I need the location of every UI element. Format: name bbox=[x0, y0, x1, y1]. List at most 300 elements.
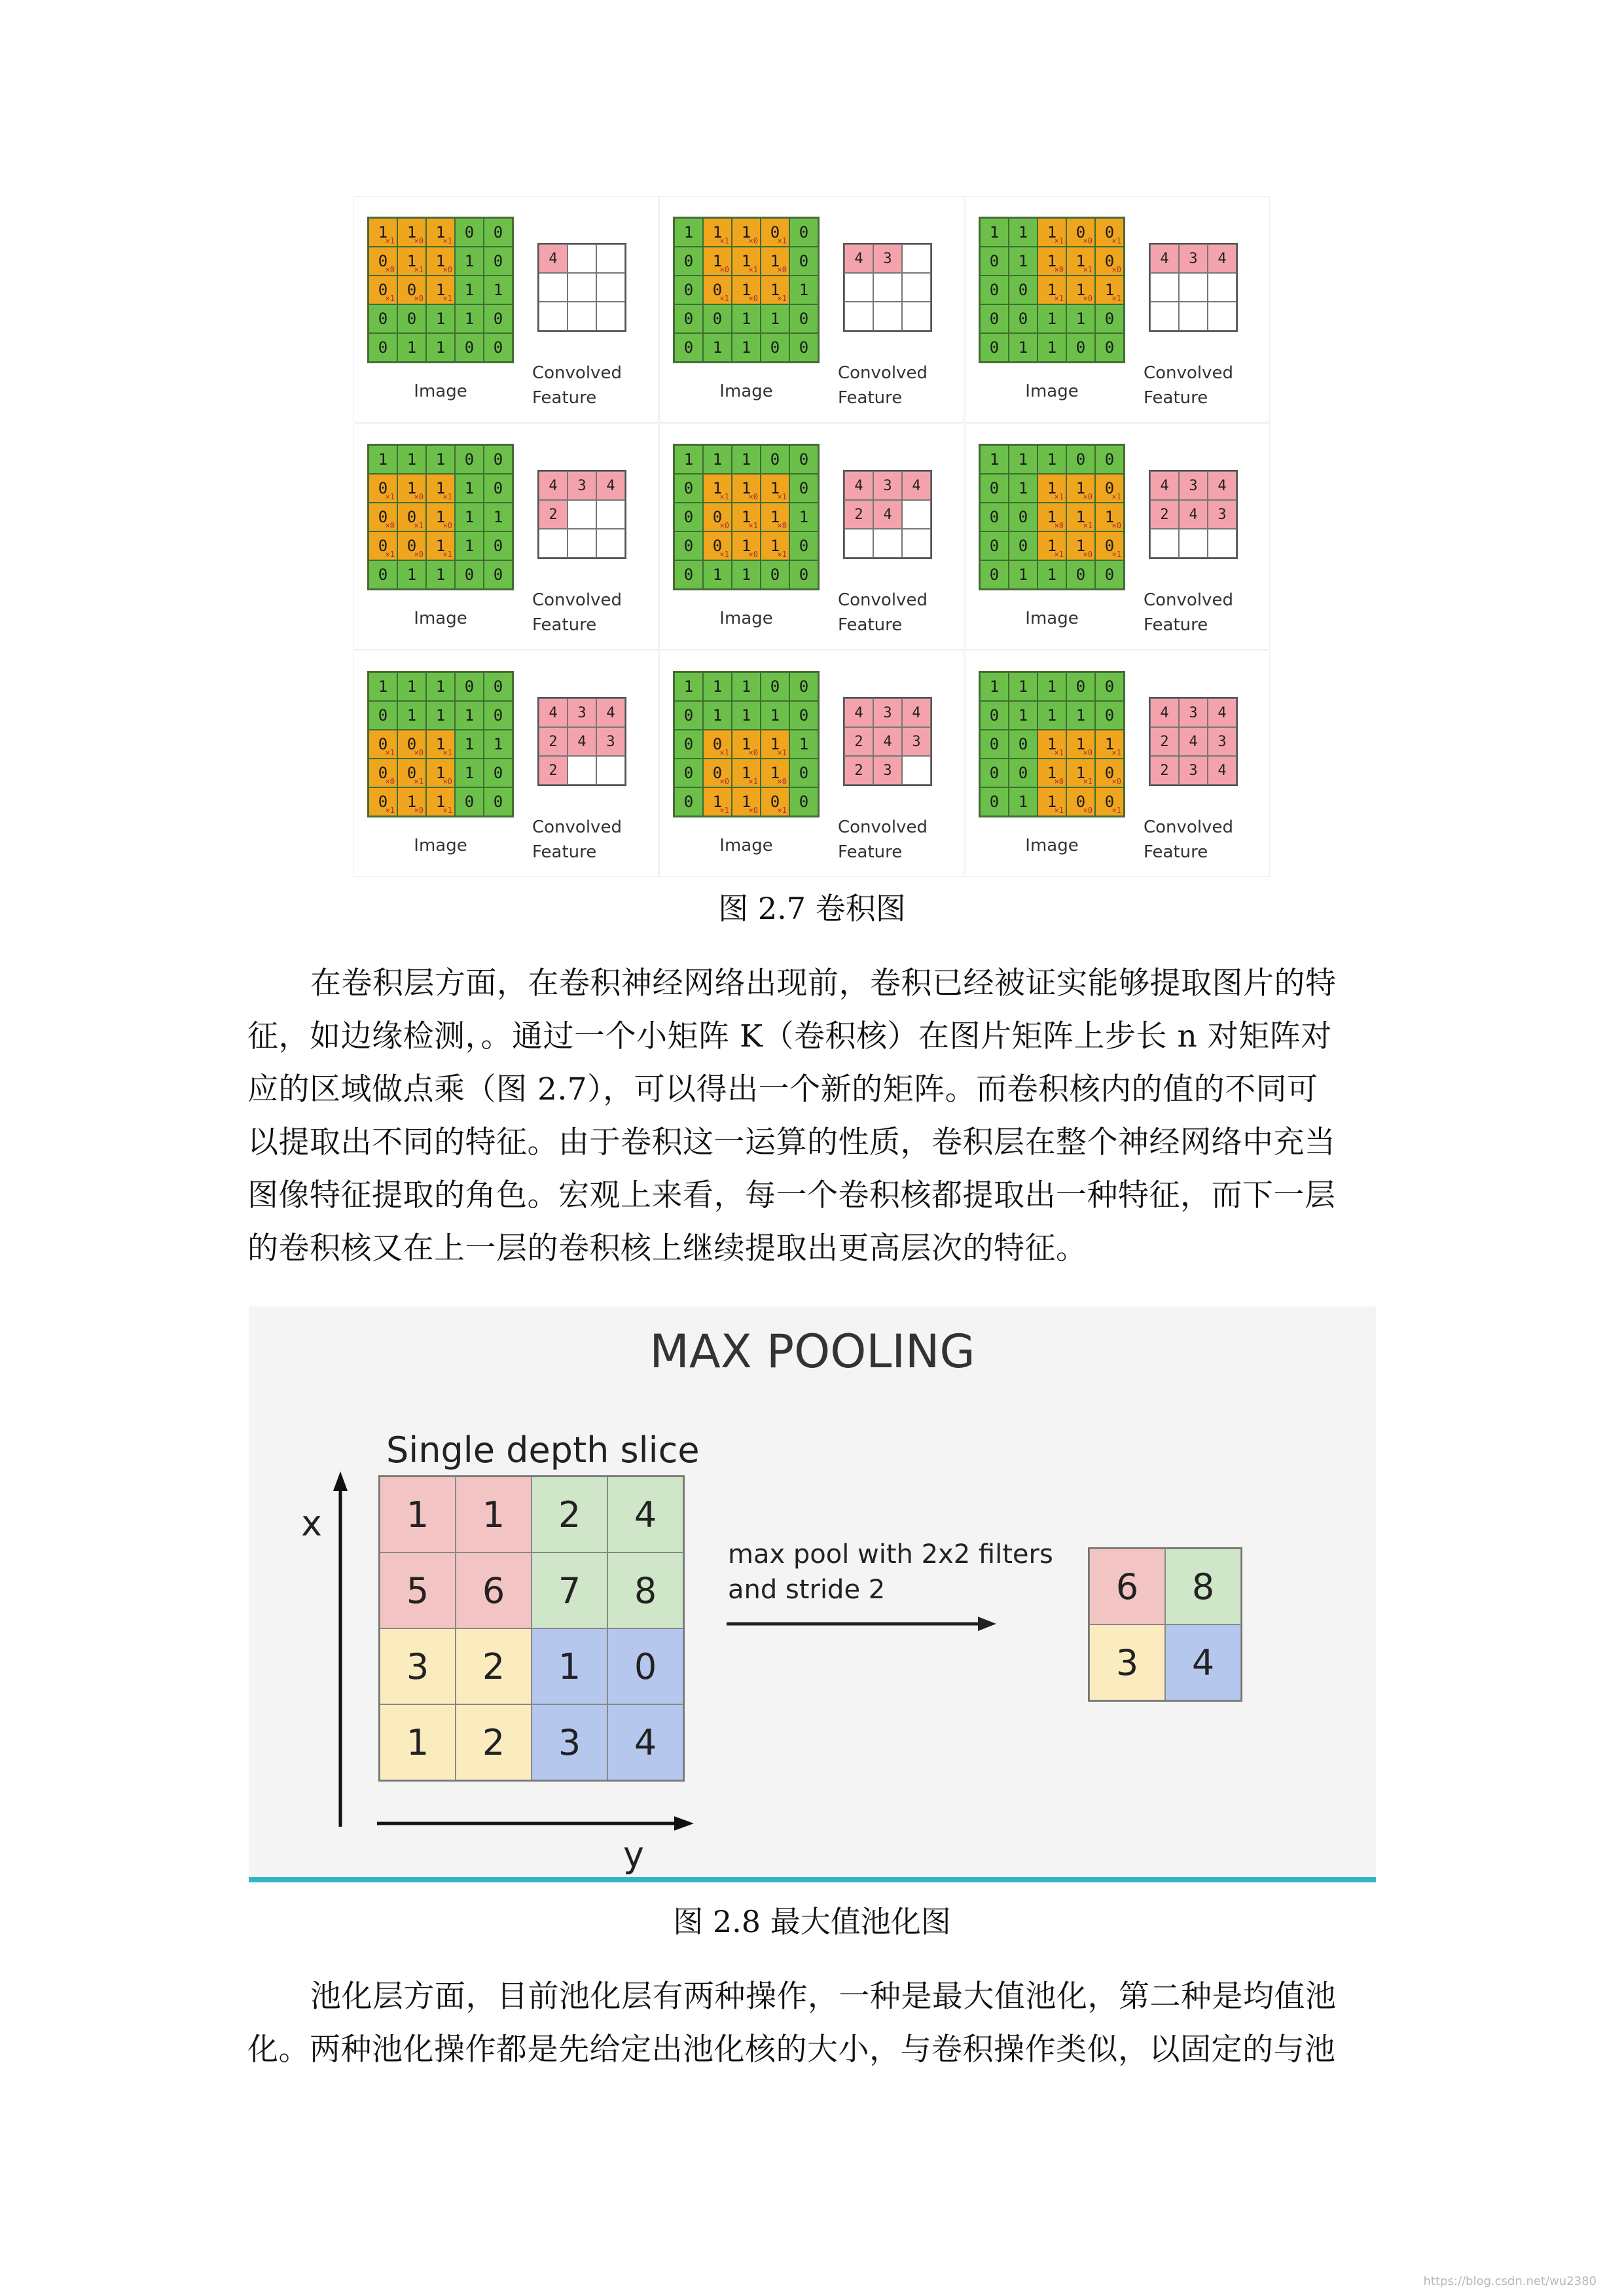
kernel-weight: ×0 bbox=[442, 521, 452, 530]
kernel-weight: ×0 bbox=[748, 492, 758, 501]
image-cell bbox=[397, 304, 426, 333]
kernel-weight: ×0 bbox=[385, 521, 395, 530]
image-cell-value: 0 bbox=[1075, 565, 1086, 584]
image-cell-value: 1 bbox=[406, 338, 417, 357]
max-pooling-figure bbox=[249, 1306, 1376, 1882]
image-cell-value: 0 bbox=[989, 310, 1000, 328]
image-cell-value: 0 bbox=[799, 764, 809, 782]
image-cell-value: 1 bbox=[741, 764, 751, 782]
convolved-feature-matrix bbox=[843, 243, 932, 332]
image-cell bbox=[703, 672, 732, 701]
image-cell-value: 0 bbox=[1104, 793, 1115, 811]
feature-cell bbox=[539, 529, 568, 558]
image-cell bbox=[732, 672, 761, 701]
image-cell bbox=[455, 701, 484, 730]
feature-cell: 2 bbox=[844, 500, 873, 529]
image-cell bbox=[484, 247, 513, 276]
image-cell-value: 1 bbox=[770, 508, 780, 526]
convolution-step-panel bbox=[353, 196, 659, 423]
feature-cell: 3 bbox=[873, 471, 902, 500]
image-cell bbox=[703, 503, 732, 531]
image-cell bbox=[369, 304, 397, 333]
image-cell bbox=[761, 503, 789, 531]
image-label: Image bbox=[719, 609, 773, 628]
feature-cell bbox=[568, 302, 596, 331]
image-cell-value: 0 bbox=[770, 450, 780, 469]
image-matrix bbox=[367, 444, 514, 590]
convolved-feature-label bbox=[1144, 815, 1248, 865]
image-cell bbox=[369, 560, 397, 589]
image-cell-value: 1 bbox=[741, 450, 751, 469]
image-cell-value: 0 bbox=[683, 537, 694, 555]
feature-cell bbox=[568, 500, 596, 529]
image-cell bbox=[1066, 503, 1095, 531]
image-cell bbox=[703, 247, 732, 276]
image-label: Image bbox=[414, 609, 467, 628]
input-cell: 1 bbox=[380, 1477, 456, 1552]
image-cell-value: 0 bbox=[493, 450, 503, 469]
input-cell: 2 bbox=[532, 1477, 607, 1552]
kernel-weight: ×0 bbox=[748, 806, 758, 815]
feature-label-line: Feature bbox=[1144, 388, 1208, 408]
right-arrow-icon bbox=[727, 1614, 1001, 1634]
image-cell-value: 0 bbox=[799, 706, 809, 725]
convolved-feature-matrix bbox=[537, 243, 626, 332]
image-cell-value: 0 bbox=[1075, 677, 1086, 696]
image-cell bbox=[426, 730, 455, 759]
image-cell-value: 1 bbox=[493, 508, 503, 526]
image-cell bbox=[455, 474, 484, 503]
convolved-feature-label bbox=[838, 588, 943, 637]
input-cell: 6 bbox=[456, 1552, 532, 1628]
input-cell: 3 bbox=[532, 1704, 607, 1780]
image-cell-value: 1 bbox=[1075, 764, 1086, 782]
feature-cell bbox=[1179, 302, 1208, 331]
kernel-weight: ×0 bbox=[748, 550, 758, 559]
feature-cell: 3 bbox=[873, 244, 902, 273]
image-cell-value: 0 bbox=[378, 338, 388, 357]
image-cell bbox=[455, 218, 484, 247]
convolved-feature-matrix bbox=[843, 697, 932, 786]
image-cell-value: 1 bbox=[406, 479, 417, 497]
image-cell bbox=[761, 531, 789, 560]
image-cell bbox=[732, 304, 761, 333]
feature-cell: 3 bbox=[1208, 500, 1236, 529]
kernel-weight: ×1 bbox=[777, 294, 787, 303]
image-cell bbox=[484, 787, 513, 816]
image-cell-value: 0 bbox=[683, 706, 694, 725]
image-cell-value: 0 bbox=[464, 677, 475, 696]
image-cell bbox=[980, 333, 1009, 362]
image-cell bbox=[761, 445, 789, 474]
image-label: Image bbox=[1025, 382, 1079, 401]
image-cell bbox=[703, 218, 732, 247]
image-cell bbox=[703, 759, 732, 787]
image-cell-value: 1 bbox=[712, 565, 723, 584]
image-cell bbox=[455, 503, 484, 531]
image-cell-value: 0 bbox=[799, 793, 809, 811]
image-cell bbox=[703, 701, 732, 730]
image-cell bbox=[455, 276, 484, 304]
image-cell bbox=[1066, 474, 1095, 503]
image-cell bbox=[980, 474, 1009, 503]
image-cell-value: 1 bbox=[1075, 508, 1086, 526]
image-cell bbox=[761, 276, 789, 304]
feature-cell bbox=[568, 244, 596, 273]
image-cell-value: 1 bbox=[435, 793, 446, 811]
image-cell bbox=[1038, 787, 1066, 816]
kernel-weight: ×1 bbox=[385, 748, 395, 757]
image-cell bbox=[732, 787, 761, 816]
image-cell bbox=[455, 730, 484, 759]
kernel-weight: ×0 bbox=[777, 777, 787, 786]
convolved-label-line: Convolved bbox=[838, 817, 928, 837]
kernel-weight: ×1 bbox=[414, 777, 424, 786]
feature-cell: 3 bbox=[596, 727, 625, 756]
image-cell-value: 1 bbox=[464, 764, 475, 782]
image-cell-value: 1 bbox=[406, 706, 417, 725]
image-cell bbox=[703, 445, 732, 474]
feature-cell: 2 bbox=[844, 756, 873, 785]
image-cell-value: 0 bbox=[464, 793, 475, 811]
image-cell bbox=[1066, 730, 1095, 759]
kernel-weight: ×0 bbox=[414, 294, 424, 303]
convolved-label-line: Convolved bbox=[532, 363, 622, 383]
image-cell-value: 1 bbox=[770, 537, 780, 555]
kernel-weight: ×0 bbox=[1083, 294, 1092, 303]
image-cell bbox=[674, 730, 703, 759]
kernel-weight: ×0 bbox=[777, 265, 787, 274]
image-cell-value: 1 bbox=[741, 793, 751, 811]
image-cell-value: 1 bbox=[1047, 310, 1057, 328]
image-cell bbox=[732, 333, 761, 362]
image-cell-value: 1 bbox=[1018, 793, 1028, 811]
feature-cell bbox=[902, 273, 931, 302]
image-cell-value: 0 bbox=[799, 223, 809, 242]
feature-cell: 3 bbox=[568, 471, 596, 500]
feature-cell: 3 bbox=[1179, 756, 1208, 785]
image-cell bbox=[426, 445, 455, 474]
image-cell bbox=[674, 474, 703, 503]
image-cell-value: 1 bbox=[464, 537, 475, 555]
paragraph-line: 池化层方面，目前池化层有两种操作，一种是最大值池化，第二种是均值池 bbox=[310, 1979, 1337, 2015]
image-cell bbox=[761, 304, 789, 333]
kernel-weight: ×1 bbox=[719, 550, 729, 559]
image-cell-value: 1 bbox=[1018, 223, 1028, 242]
image-cell bbox=[484, 701, 513, 730]
image-cell-value: 0 bbox=[683, 764, 694, 782]
y-axis-arrowhead bbox=[674, 1816, 694, 1831]
image-matrix bbox=[673, 444, 820, 590]
kernel-weight: ×0 bbox=[748, 748, 758, 757]
image-cell bbox=[426, 474, 455, 503]
convolution-step-panel bbox=[965, 651, 1270, 877]
image-cell-value: 1 bbox=[1075, 706, 1086, 725]
image-cell-value: 1 bbox=[712, 706, 723, 725]
kernel-weight: ×0 bbox=[719, 777, 729, 786]
feature-cell: 4 bbox=[1208, 471, 1236, 500]
kernel-weight: ×0 bbox=[1054, 265, 1064, 274]
image-cell-value: 0 bbox=[406, 310, 417, 328]
feature-cell: 3 bbox=[873, 698, 902, 727]
image-cell bbox=[1038, 276, 1066, 304]
feature-cell bbox=[873, 529, 902, 558]
image-cell-value: 1 bbox=[1047, 281, 1057, 299]
image-cell bbox=[426, 218, 455, 247]
image-cell bbox=[980, 445, 1009, 474]
image-cell-value: 1 bbox=[493, 735, 503, 753]
feature-cell bbox=[596, 500, 625, 529]
kernel-weight: ×1 bbox=[719, 748, 729, 757]
image-cell bbox=[455, 672, 484, 701]
image-cell bbox=[397, 474, 426, 503]
image-cell bbox=[397, 218, 426, 247]
image-cell-value: 0 bbox=[683, 310, 694, 328]
image-cell-value: 1 bbox=[1018, 565, 1028, 584]
kernel-weight: ×1 bbox=[442, 236, 452, 245]
kernel-weight: ×1 bbox=[777, 806, 787, 815]
feature-cell bbox=[596, 756, 625, 785]
kernel-weight: ×1 bbox=[442, 806, 452, 815]
image-cell-value: 1 bbox=[435, 479, 446, 497]
image-cell-value: 0 bbox=[989, 764, 1000, 782]
image-cell bbox=[1095, 304, 1124, 333]
image-cell bbox=[426, 672, 455, 701]
image-cell-value: 0 bbox=[989, 479, 1000, 497]
image-cell bbox=[1038, 701, 1066, 730]
pool-description bbox=[728, 1537, 1068, 1607]
image-cell-value: 1 bbox=[1047, 252, 1057, 270]
image-cell-value: 0 bbox=[493, 537, 503, 555]
image-cell bbox=[732, 445, 761, 474]
image-cell-value: 0 bbox=[1075, 793, 1086, 811]
convolved-label-line: Convolved bbox=[838, 363, 928, 383]
feature-cell: 2 bbox=[539, 756, 568, 785]
image-cell bbox=[1038, 247, 1066, 276]
image-cell-value: 1 bbox=[464, 706, 475, 725]
image-cell bbox=[761, 560, 789, 589]
feature-cell: 3 bbox=[568, 698, 596, 727]
convolved-feature-matrix bbox=[1149, 243, 1238, 332]
image-cell-value: 0 bbox=[464, 565, 475, 584]
convolved-label-line: Convolved bbox=[1144, 817, 1233, 837]
input-cell: 3 bbox=[380, 1628, 456, 1704]
output-cell: 6 bbox=[1089, 1549, 1165, 1624]
image-cell-value: 1 bbox=[435, 565, 446, 584]
image-cell bbox=[732, 531, 761, 560]
input-cell: 1 bbox=[456, 1477, 532, 1552]
image-cell bbox=[703, 787, 732, 816]
image-cell bbox=[761, 247, 789, 276]
image-cell-value: 0 bbox=[406, 735, 417, 753]
output-grid bbox=[1088, 1547, 1242, 1702]
image-cell bbox=[732, 276, 761, 304]
kernel-weight: ×1 bbox=[1111, 294, 1121, 303]
image-cell-value: 0 bbox=[1104, 565, 1115, 584]
image-cell bbox=[1066, 304, 1095, 333]
feature-label-line: Feature bbox=[838, 388, 903, 408]
image-cell bbox=[789, 701, 818, 730]
image-cell bbox=[1038, 218, 1066, 247]
image-cell bbox=[674, 672, 703, 701]
feature-cell: 4 bbox=[1179, 500, 1208, 529]
image-cell-value: 0 bbox=[378, 281, 388, 299]
kernel-weight: ×0 bbox=[1083, 806, 1092, 815]
feature-cell: 3 bbox=[1179, 244, 1208, 273]
image-cell bbox=[484, 730, 513, 759]
image-cell bbox=[732, 218, 761, 247]
image-cell-value: 1 bbox=[435, 281, 446, 299]
feature-label-line: Feature bbox=[532, 842, 597, 862]
image-cell bbox=[369, 445, 397, 474]
image-cell-value: 1 bbox=[712, 479, 723, 497]
image-cell bbox=[789, 474, 818, 503]
convolved-label-line: Convolved bbox=[1144, 590, 1233, 610]
image-cell-value: 1 bbox=[406, 223, 417, 242]
image-cell bbox=[1066, 560, 1095, 589]
image-cell bbox=[789, 503, 818, 531]
image-cell bbox=[789, 445, 818, 474]
image-cell-value: 1 bbox=[435, 252, 446, 270]
feature-cell bbox=[844, 273, 873, 302]
image-cell-value: 0 bbox=[1018, 508, 1028, 526]
convolution-step-panel bbox=[659, 423, 964, 650]
kernel-weight: ×0 bbox=[414, 806, 424, 815]
image-cell bbox=[484, 560, 513, 589]
kernel-weight: ×0 bbox=[777, 521, 787, 530]
kernel-weight: ×1 bbox=[385, 294, 395, 303]
image-cell-value: 0 bbox=[378, 537, 388, 555]
convolution-step-panel bbox=[353, 651, 659, 877]
image-cell-value: 1 bbox=[464, 479, 475, 497]
image-cell bbox=[369, 730, 397, 759]
image-cell-value: 1 bbox=[435, 677, 446, 696]
image-cell-value: 0 bbox=[493, 677, 503, 696]
image-cell-value: 1 bbox=[406, 565, 417, 584]
image-cell-value: 0 bbox=[1018, 281, 1028, 299]
image-cell bbox=[1009, 474, 1038, 503]
image-cell bbox=[397, 787, 426, 816]
kernel-weight: ×1 bbox=[719, 806, 729, 815]
image-cell-value: 0 bbox=[712, 281, 723, 299]
image-cell bbox=[789, 247, 818, 276]
image-cell bbox=[1009, 787, 1038, 816]
image-cell-value: 1 bbox=[435, 338, 446, 357]
image-cell bbox=[1038, 304, 1066, 333]
image-cell-value: 0 bbox=[770, 793, 780, 811]
image-cell-value: 1 bbox=[1075, 252, 1086, 270]
kernel-weight: ×0 bbox=[414, 492, 424, 501]
image-cell bbox=[674, 276, 703, 304]
image-cell bbox=[455, 759, 484, 787]
image-cell-value: 1 bbox=[799, 735, 809, 753]
kernel-weight: ×1 bbox=[1111, 236, 1121, 245]
input-cell: 0 bbox=[607, 1628, 683, 1704]
image-cell bbox=[426, 701, 455, 730]
image-cell-value: 0 bbox=[989, 793, 1000, 811]
image-cell bbox=[674, 304, 703, 333]
image-label: Image bbox=[719, 836, 773, 855]
image-cell bbox=[369, 247, 397, 276]
image-cell bbox=[426, 531, 455, 560]
image-cell-value: 1 bbox=[741, 479, 751, 497]
image-cell-value: 0 bbox=[1104, 764, 1115, 782]
feature-cell: 4 bbox=[539, 471, 568, 500]
image-cell bbox=[789, 276, 818, 304]
image-cell-value: 1 bbox=[1075, 735, 1086, 753]
pool-description-line-1: max pool with 2x2 filters bbox=[728, 1539, 1053, 1570]
image-cell bbox=[369, 787, 397, 816]
kernel-weight: ×1 bbox=[1054, 236, 1064, 245]
image-matrix bbox=[979, 671, 1125, 817]
image-cell bbox=[789, 218, 818, 247]
convolved-feature-matrix bbox=[843, 470, 932, 559]
image-cell-value: 0 bbox=[1104, 223, 1115, 242]
image-cell bbox=[1009, 304, 1038, 333]
image-cell bbox=[761, 672, 789, 701]
image-cell-value: 0 bbox=[683, 793, 694, 811]
image-cell bbox=[1038, 730, 1066, 759]
image-cell bbox=[789, 759, 818, 787]
kernel-weight: ×1 bbox=[1054, 748, 1064, 757]
feature-cell bbox=[596, 244, 625, 273]
image-cell bbox=[1009, 560, 1038, 589]
image-cell bbox=[674, 560, 703, 589]
image-cell bbox=[732, 701, 761, 730]
feature-label-line: Feature bbox=[1144, 615, 1208, 635]
image-cell bbox=[732, 474, 761, 503]
image-cell bbox=[674, 531, 703, 560]
feature-label-line: Feature bbox=[838, 842, 903, 862]
image-cell bbox=[703, 304, 732, 333]
kernel-weight: ×0 bbox=[1083, 748, 1092, 757]
convolution-step-panel bbox=[353, 423, 659, 650]
image-cell bbox=[369, 672, 397, 701]
convolved-feature-label bbox=[838, 361, 943, 410]
image-cell-value: 1 bbox=[712, 338, 723, 357]
image-cell-value: 1 bbox=[741, 281, 751, 299]
feature-cell bbox=[844, 529, 873, 558]
image-cell bbox=[1009, 701, 1038, 730]
kernel-weight: ×0 bbox=[385, 777, 395, 786]
image-cell bbox=[703, 730, 732, 759]
paragraph-line: 征，如边缘检测，。通过一个小矩阵 K（卷积核）在图片矩阵上步长 n 对矩阵对 bbox=[247, 1018, 1332, 1054]
image-cell bbox=[761, 474, 789, 503]
image-cell bbox=[980, 304, 1009, 333]
kernel-weight: ×1 bbox=[1111, 492, 1121, 501]
feature-cell: 2 bbox=[844, 727, 873, 756]
paragraph-convolution bbox=[247, 957, 1386, 1275]
feature-label-line: Feature bbox=[1144, 842, 1208, 862]
image-cell bbox=[1066, 276, 1095, 304]
image-cell bbox=[980, 531, 1009, 560]
image-cell-value: 0 bbox=[799, 565, 809, 584]
convolved-label-line: Convolved bbox=[838, 590, 928, 610]
image-cell-value: 0 bbox=[712, 310, 723, 328]
image-cell-value: 1 bbox=[712, 223, 723, 242]
convolved-feature-label bbox=[532, 361, 637, 410]
image-cell-value: 1 bbox=[741, 735, 751, 753]
image-cell bbox=[484, 503, 513, 531]
feature-cell bbox=[873, 273, 902, 302]
feature-cell bbox=[568, 529, 596, 558]
image-cell bbox=[426, 560, 455, 589]
image-cell bbox=[426, 304, 455, 333]
image-cell bbox=[732, 560, 761, 589]
image-cell-value: 1 bbox=[741, 677, 751, 696]
kernel-weight: ×0 bbox=[1111, 777, 1121, 786]
image-cell bbox=[761, 218, 789, 247]
